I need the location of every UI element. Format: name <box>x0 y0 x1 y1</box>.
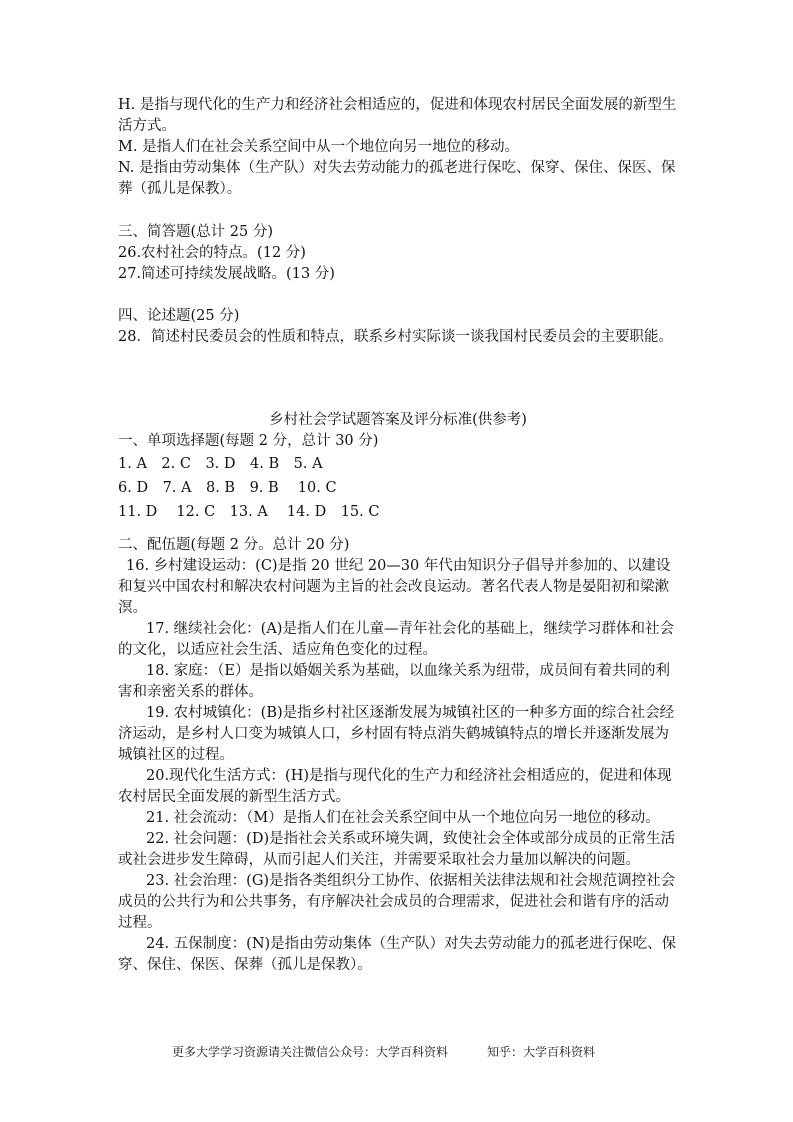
definitions-block <box>118 95 678 200</box>
answer-item: 24. 五保制度：(N)是指由劳动集体（生产队）对失去劳动能力的孤老进行保吃、保穿、保住、保医、保葬（孤儿是保教）。 <box>118 936 677 973</box>
definition-h: H. 是指与现代化的生产力和经济社会相适应的，促进和体现农村居民全面发展的新型生活方式。 <box>118 97 677 134</box>
section-essay <box>118 306 678 348</box>
section-short-answer <box>118 222 678 285</box>
answer-item: 21. 社会流动：（M）是指人们在社会关系空间中从一个地位向另一地位的移动。 <box>146 810 660 826</box>
question-item: 27.简述可持续发展战略。(13 分) <box>118 266 335 282</box>
section-title: 二、配伍题(每题 2 分。总计 20 分) <box>118 537 350 553</box>
definition-m: M. 是指人们在社会关系空间中从一个地位向另一地位的移动。 <box>118 139 520 155</box>
answer-item: 17. 继续社会化：(A)是指人们在儿童—青年社会化的基础上，继续学习群体和社会的文化，以适应社会生活、适应角色变化的过程。 <box>118 621 674 658</box>
answer-item: 20.现代化生活方式：(H)是指与现代化的生产力和经济社会相适应的，促进和体现农村居民全面发展的新型生活方式。 <box>118 768 672 805</box>
answers-title-text: 乡村社会学试题答案及评分标准(供参考) <box>269 412 527 428</box>
answer-item: 23. 社会治理：(G)是指各类组织分工协作、依据相关法律法规和社会规范调控社会成员的公共行为和公共事务，有序解决社会成员的合理需求，促进社会和谐有序的活动过程。 <box>118 873 676 931</box>
definition-n: N. 是指由劳动集体（生产队）对失去劳动能力的孤老进行保吃、保穿、保住、保医、保葬（孤儿是保教）。 <box>118 160 676 197</box>
footer-zhihu-note: 知乎：大学百科资料 <box>487 1045 596 1059</box>
answer-row: 11. D 12. C 13. A 14. D 15. C <box>118 504 380 520</box>
answers-matching <box>118 535 678 976</box>
question-item: 28．简述村民委员会的性质和特点，联系乡村实际谈一谈我国村民委员会的主要职能。 <box>118 329 673 345</box>
answers-single-choice <box>118 431 678 524</box>
footer-wechat-note: 更多大学学习资源请关注微信公众号：大学百科资料 <box>172 1045 449 1059</box>
question-item: 26.农村社会的特点。(12 分) <box>118 245 306 261</box>
answer-row: 1. A 2. C 3. D 4. B 5. A <box>118 456 323 472</box>
answer-item: 22. 社会问题：(D)是指社会关系或环境失调，致使社会全体或部分成员的正常生活或社会进步发生障碍，从而引起人们关注，并需要采取社会力量加以解决的问题。 <box>118 831 676 868</box>
answer-row: 6. D 7. A 8. B 9. B 10. C <box>118 480 337 496</box>
section-title: 三、简答题(总计 25 分) <box>118 224 273 240</box>
section-title: 一、单项选择题(每题 2 分，总计 30 分) <box>118 433 379 449</box>
answers-title <box>118 410 678 431</box>
answer-item: 18. 家庭：（E）是指以婚姻关系为基础，以血缘关系为纽带，成员间有着共同的利害和亲密关系的群体。 <box>118 663 671 700</box>
answer-item: 19. 农村城镇化：(B)是指乡村社区逐渐发展为城镇社区的一种多方面的综合社会经济运动，是乡村人口变为城镇人口，乡村固有特点消失鹤城镇特点的增长并逐渐发展为城镇社区的过程。 <box>118 705 675 763</box>
answer-item: 16. 乡村建设运动：(C)是指 20 世纪 20—30 年代由知识分子倡导并参加的、以建设和复兴中国农村和解决农村问题为主旨的社会改良运动。著名代表人物是晏阳初和梁漱溟。 <box>118 558 671 616</box>
section-title: 四、论述题(25 分) <box>118 308 240 324</box>
